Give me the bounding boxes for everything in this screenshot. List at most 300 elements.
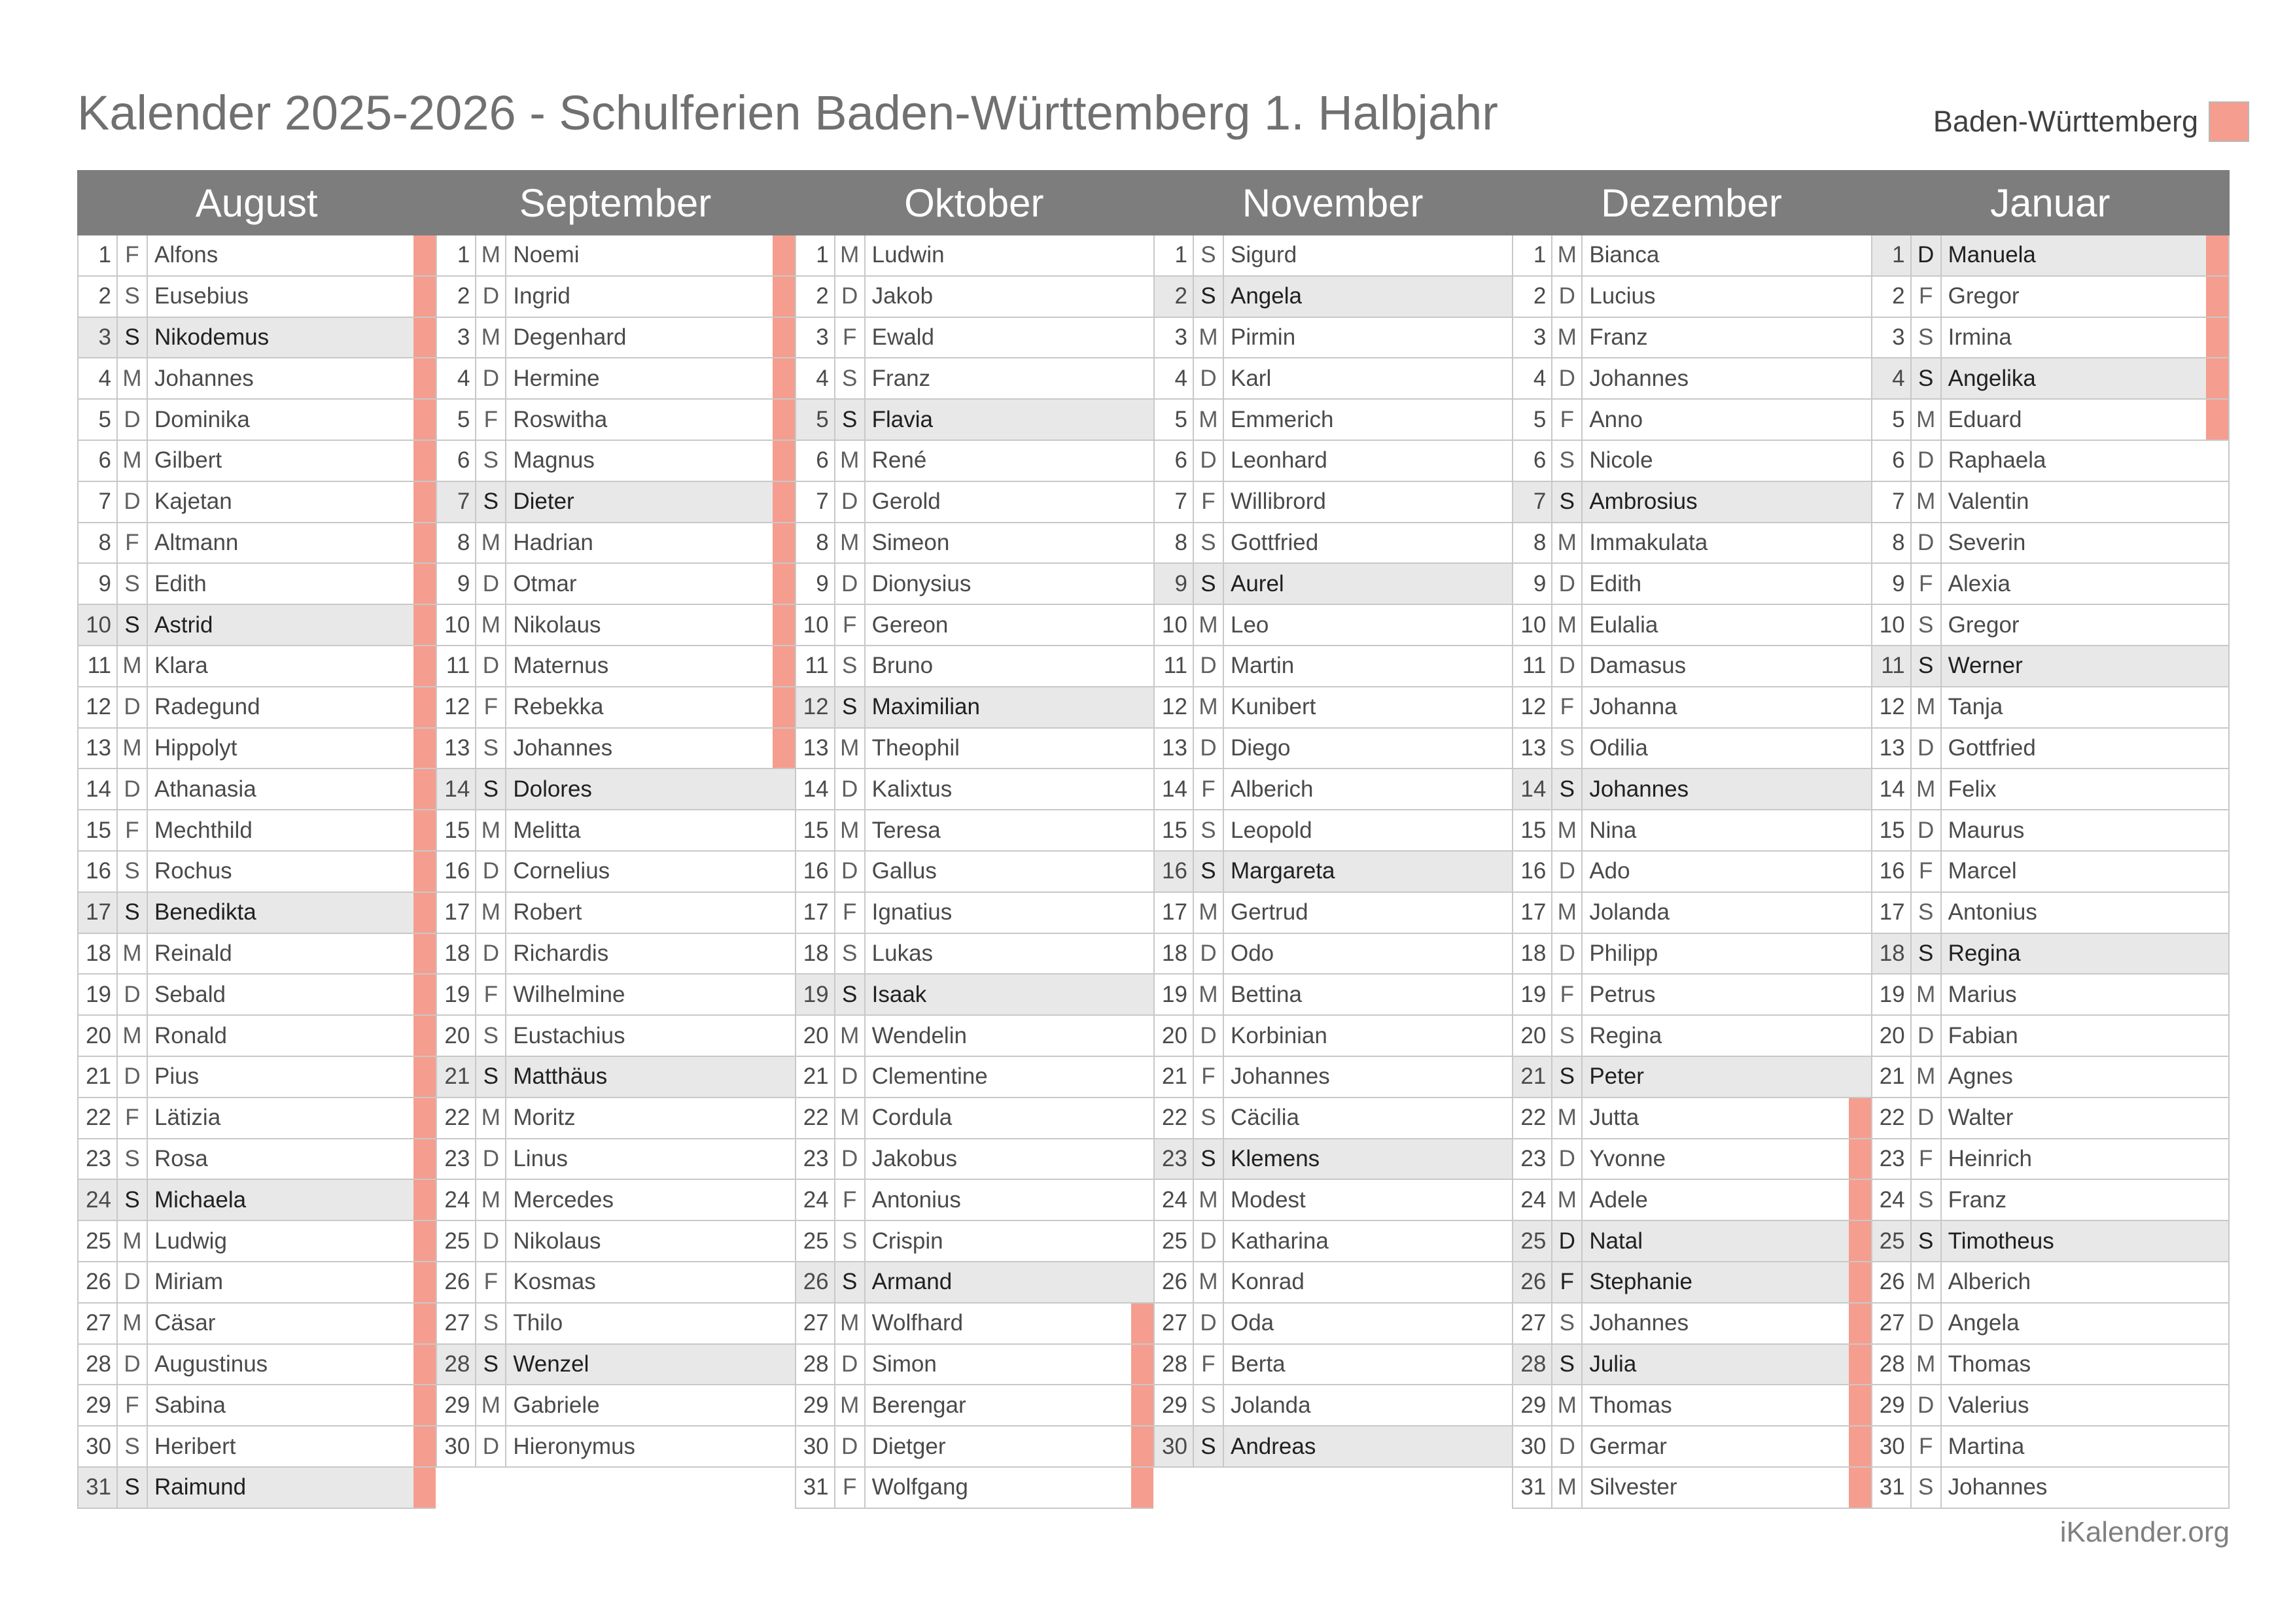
weekday-letter: F (1552, 975, 1583, 1014)
name-day: Peter (1589, 1063, 1644, 1090)
day-number: 27 (1513, 1304, 1552, 1343)
day-row (1871, 1139, 2230, 1181)
name-day: Yvonne (1589, 1145, 1666, 1171)
name-day: Timotheus (1948, 1228, 2054, 1254)
day-number: 11 (796, 646, 835, 686)
name-day: Nicole (1589, 447, 1653, 474)
name-day: Bettina (1230, 981, 1302, 1007)
day-number: 22 (1872, 1098, 1912, 1138)
weekday-letter: D (1552, 646, 1583, 686)
day-number: 8 (1872, 523, 1912, 563)
day-row (795, 400, 1153, 441)
name-day: Edith (154, 570, 207, 596)
day-number: 23 (1513, 1139, 1552, 1179)
name-day: Nikolaus (513, 1228, 601, 1254)
weekday-letter: D (118, 1262, 148, 1302)
holiday-marker (773, 810, 795, 850)
name-day: Adele (1589, 1186, 1648, 1213)
legend-label: Baden-Württemberg (1933, 105, 2198, 138)
month-column-september (436, 235, 794, 1509)
name-day: Johannes (1589, 365, 1689, 391)
name-day: Gallus (871, 858, 937, 884)
holiday-marker (1490, 1426, 1512, 1466)
day-number: 16 (437, 852, 476, 891)
day-number: 19 (437, 975, 476, 1014)
day-number: 22 (796, 1098, 835, 1138)
day-row (436, 852, 794, 893)
day-row (1512, 318, 1870, 359)
months-header (77, 170, 2230, 235)
name-day: Marius (1948, 981, 2017, 1007)
day-number: 28 (1155, 1345, 1194, 1385)
weekday-letter: D (476, 646, 506, 686)
name-day: Benedikta (154, 899, 256, 925)
holiday-marker (413, 852, 436, 891)
holiday-marker (1490, 1385, 1512, 1425)
name-day: Magnus (513, 447, 595, 474)
day-number: 23 (1872, 1139, 1912, 1179)
name-day: Silvester (1589, 1474, 1677, 1500)
day-row (1871, 852, 2230, 893)
day-row (436, 1098, 794, 1139)
holiday-marker (1490, 1262, 1512, 1302)
day-row (1153, 1098, 1512, 1139)
name-day: Nikodemus (154, 324, 270, 350)
weekday-letter: M (1912, 1057, 1942, 1097)
name-day: Ronald (154, 1022, 227, 1048)
day-number: 9 (796, 564, 835, 604)
weekday-letter: M (1552, 605, 1583, 645)
day-number: 26 (1513, 1262, 1552, 1302)
day-row (77, 769, 436, 810)
day-number: 20 (79, 1016, 118, 1056)
day-number: 10 (1155, 605, 1194, 645)
holiday-marker (413, 1139, 436, 1179)
day-number: 26 (796, 1262, 835, 1302)
day-number: 4 (796, 358, 835, 398)
name-day: Regina (1948, 940, 2021, 966)
weekday-letter: D (1552, 934, 1583, 974)
weekday-letter: M (476, 1180, 506, 1220)
holiday-marker (773, 1426, 795, 1466)
day-row (77, 852, 436, 893)
day-row (1871, 1016, 2230, 1057)
holiday-marker (1131, 1468, 1153, 1508)
name-day: Jakobus (871, 1145, 958, 1171)
day-row (1512, 934, 1870, 975)
weekday-letter: D (835, 1139, 866, 1179)
day-number: 22 (1513, 1098, 1552, 1138)
weekday-letter: M (1552, 235, 1583, 275)
weekday-letter: S (1194, 810, 1224, 850)
name-day: Lucius (1589, 283, 1656, 309)
day-row (1153, 1345, 1512, 1386)
day-number: 22 (1155, 1098, 1194, 1138)
weekday-letter: S (835, 1262, 866, 1302)
day-number: 12 (796, 687, 835, 727)
holiday-marker (2206, 1180, 2228, 1220)
day-number: 7 (1872, 482, 1912, 522)
day-row (1153, 482, 1512, 523)
day-row (1871, 318, 2230, 359)
day-row (795, 1345, 1153, 1386)
holiday-marker (1131, 646, 1153, 686)
weekday-letter: M (476, 1385, 506, 1425)
holiday-marker (413, 1304, 436, 1343)
holiday-marker (1131, 1180, 1153, 1220)
day-number: 18 (437, 934, 476, 974)
weekday-letter: D (118, 400, 148, 440)
day-row (795, 523, 1153, 564)
weekday-letter: D (835, 852, 866, 891)
day-number: 20 (437, 1016, 476, 1056)
name-day: Melitta (513, 817, 581, 843)
month-header-november: November (1242, 181, 1424, 225)
day-number: 17 (1513, 893, 1552, 933)
weekday-letter: F (476, 400, 506, 440)
holiday-marker (2206, 646, 2228, 686)
day-number: 30 (1155, 1426, 1194, 1466)
day-number: 25 (1155, 1221, 1194, 1261)
day-number: 23 (796, 1139, 835, 1179)
day-number: 24 (1155, 1180, 1194, 1220)
day-row (795, 1304, 1153, 1345)
holiday-marker (1849, 1221, 1871, 1261)
name-day: Immakulata (1589, 529, 1708, 555)
holiday-marker (1849, 277, 1871, 317)
weekday-letter: M (1912, 769, 1942, 809)
name-day: Ludwig (154, 1228, 227, 1254)
weekday-letter: F (1552, 400, 1583, 440)
holiday-marker (1849, 523, 1871, 563)
day-number: 24 (79, 1180, 118, 1220)
day-number: 1 (796, 235, 835, 275)
weekday-letter: D (118, 482, 148, 522)
day-number: 28 (1513, 1345, 1552, 1385)
name-day: Ludwin (871, 242, 945, 268)
day-row (1871, 1468, 2230, 1509)
day-row (1153, 810, 1512, 852)
name-day: Sebald (154, 981, 226, 1007)
holiday-marker (413, 646, 436, 686)
weekday-letter: D (835, 277, 866, 317)
day-number: 15 (1872, 810, 1912, 850)
weekday-letter: D (476, 1426, 506, 1466)
day-number: 4 (1155, 358, 1194, 398)
weekday-letter: S (1194, 564, 1224, 604)
holiday-marker (413, 1057, 436, 1097)
day-number: 4 (1872, 358, 1912, 398)
holiday-marker (413, 235, 436, 275)
weekday-letter: S (118, 1426, 148, 1466)
weekday-letter: S (1552, 1345, 1583, 1385)
name-day: Heinrich (1948, 1145, 2033, 1171)
day-number: 24 (437, 1180, 476, 1220)
day-row (436, 441, 794, 482)
day-number: 14 (437, 769, 476, 809)
day-number: 11 (437, 646, 476, 686)
holiday-marker (1849, 975, 1871, 1014)
weekday-letter: F (1552, 1262, 1583, 1302)
name-day: Gereon (871, 612, 949, 638)
day-number: 23 (1155, 1139, 1194, 1179)
holiday-marker (413, 482, 436, 522)
name-day: Moritz (513, 1105, 576, 1131)
day-number: 10 (1513, 605, 1552, 645)
holiday-marker (1490, 1098, 1512, 1138)
day-row (795, 893, 1153, 934)
day-row (77, 1468, 436, 1509)
weekday-letter: D (835, 1057, 866, 1097)
day-row (1871, 441, 2230, 482)
weekday-letter: S (118, 277, 148, 317)
holiday-marker (2206, 1057, 2228, 1097)
day-number: 29 (1155, 1385, 1194, 1425)
day-row (1153, 1057, 1512, 1098)
name-day: Damasus (1589, 653, 1687, 679)
day-row (1153, 605, 1512, 646)
name-day: Leonhard (1230, 447, 1327, 474)
day-row (1871, 1180, 2230, 1221)
holiday-marker (1490, 975, 1512, 1014)
day-number: 7 (796, 482, 835, 522)
weekday-letter: D (476, 1221, 506, 1261)
name-day: Leo (1230, 612, 1269, 638)
day-number: 27 (437, 1304, 476, 1343)
name-day: Roswitha (513, 406, 608, 432)
weekday-letter: F (835, 318, 866, 358)
holiday-marker (1490, 1304, 1512, 1343)
day-row (77, 687, 436, 729)
weekday-letter: D (476, 358, 506, 398)
weekday-letter: D (1552, 1221, 1583, 1261)
weekday-letter: M (835, 1385, 866, 1425)
name-day: Robert (513, 899, 582, 925)
name-day: Werner (1948, 653, 2023, 679)
holiday-marker (2206, 934, 2228, 974)
name-day: Modest (1230, 1186, 1306, 1213)
name-day: Willibrord (1230, 489, 1326, 515)
weekday-letter: F (1912, 852, 1942, 891)
name-day: Hermine (513, 365, 600, 391)
weekday-letter: F (1194, 1057, 1224, 1097)
day-number: 3 (437, 318, 476, 358)
holiday-marker (1849, 687, 1871, 727)
holiday-marker (1490, 277, 1512, 317)
weekday-letter: M (1912, 975, 1942, 1014)
weekday-letter: S (835, 1221, 866, 1261)
day-row (436, 1180, 794, 1221)
weekday-letter: D (1912, 441, 1942, 481)
day-row (1871, 1098, 2230, 1139)
day-number: 28 (79, 1345, 118, 1385)
day-row (1512, 1262, 1870, 1304)
name-day: Thomas (1589, 1392, 1672, 1418)
holiday-marker (413, 1262, 436, 1302)
weekday-letter: F (835, 893, 866, 933)
weekday-letter: F (476, 687, 506, 727)
day-number: 1 (1155, 235, 1194, 275)
weekday-letter: F (1194, 482, 1224, 522)
weekday-letter: D (476, 852, 506, 891)
day-row (1153, 1180, 1512, 1221)
name-day: Maurus (1948, 817, 2025, 843)
holiday-marker (2206, 1262, 2228, 1302)
holiday-marker (413, 1098, 436, 1138)
name-day: Johannes (1589, 776, 1689, 802)
day-row (1871, 975, 2230, 1016)
day-number: 7 (1513, 482, 1552, 522)
day-number: 30 (437, 1426, 476, 1466)
name-day: Crispin (871, 1228, 943, 1254)
day-number: 27 (796, 1304, 835, 1343)
holiday-marker (773, 769, 795, 809)
day-number: 6 (1155, 441, 1194, 481)
name-day: Jolanda (1230, 1392, 1311, 1418)
day-row (436, 523, 794, 564)
weekday-letter: D (1194, 729, 1224, 769)
name-day: Sabina (154, 1392, 226, 1418)
holiday-marker (1490, 934, 1512, 974)
holiday-marker (2206, 1426, 2228, 1466)
day-number: 30 (796, 1426, 835, 1466)
day-row (1153, 523, 1512, 564)
day-row (1153, 934, 1512, 975)
holiday-marker (773, 482, 795, 522)
holiday-marker (1490, 729, 1512, 769)
weekday-letter: M (835, 1016, 866, 1056)
name-day: Antonius (1948, 899, 2037, 925)
name-day: Konrad (1230, 1269, 1305, 1295)
day-number: 25 (437, 1221, 476, 1261)
holiday-marker (1849, 1304, 1871, 1343)
month-header-august: August (195, 181, 318, 225)
name-day: Valentin (1948, 489, 2029, 515)
day-row (795, 1385, 1153, 1426)
holiday-marker (773, 1139, 795, 1179)
holiday-marker (1131, 1345, 1153, 1385)
weekday-letter: F (118, 810, 148, 850)
weekday-letter: D (1912, 1385, 1942, 1425)
holiday-marker (1490, 441, 1512, 481)
holiday-marker (773, 687, 795, 727)
name-day: Augustinus (154, 1351, 268, 1377)
name-day: Alfons (154, 242, 219, 268)
day-row (77, 564, 436, 605)
weekday-letter: M (118, 441, 148, 481)
name-day: Johanna (1589, 694, 1677, 720)
day-row (436, 1139, 794, 1181)
holiday-marker (773, 564, 795, 604)
name-day: Gilbert (154, 447, 222, 474)
day-number: 28 (437, 1345, 476, 1385)
day-row (795, 1180, 1153, 1221)
weekday-letter: S (476, 441, 506, 481)
day-row (77, 729, 436, 770)
name-day: Teresa (871, 817, 941, 843)
day-row (436, 318, 794, 359)
name-day: Karl (1230, 365, 1272, 391)
day-row (1153, 1139, 1512, 1181)
holiday-marker (1490, 1180, 1512, 1220)
holiday-marker (1490, 482, 1512, 522)
name-day: René (871, 447, 927, 474)
weekday-letter: S (1194, 1426, 1224, 1466)
weekday-letter: M (118, 646, 148, 686)
name-day: Johannes (1948, 1474, 2048, 1500)
day-number: 19 (79, 975, 118, 1014)
weekday-letter: D (1552, 564, 1583, 604)
name-day: Philipp (1589, 940, 1658, 966)
day-row (77, 1304, 436, 1345)
holiday-marker (1131, 318, 1153, 358)
day-number: 25 (796, 1221, 835, 1261)
holiday-marker (2206, 687, 2228, 727)
weekday-letter: M (835, 523, 866, 563)
day-number: 8 (437, 523, 476, 563)
weekday-letter: M (476, 235, 506, 275)
name-day: Berta (1230, 1351, 1286, 1377)
day-number: 17 (1872, 893, 1912, 933)
month-column-august (77, 235, 436, 1509)
name-day: Flavia (871, 406, 934, 432)
day-number: 29 (437, 1385, 476, 1425)
weekday-letter: M (835, 1304, 866, 1343)
day-number: 27 (79, 1304, 118, 1343)
day-row (1512, 687, 1870, 729)
weekday-letter: M (476, 893, 506, 933)
name-day: Rebekka (513, 694, 604, 720)
name-day: Wilhelmine (513, 981, 625, 1007)
day-row (795, 1468, 1153, 1509)
holiday-marker (1849, 358, 1871, 398)
day-number: 5 (79, 400, 118, 440)
day-number: 24 (796, 1180, 835, 1220)
holiday-marker (413, 893, 436, 933)
holiday-marker (413, 975, 436, 1014)
holiday-marker (1131, 1016, 1153, 1056)
day-number: 9 (1872, 564, 1912, 604)
weekday-letter: S (1552, 1016, 1583, 1056)
day-number: 14 (79, 769, 118, 809)
holiday-marker (2206, 523, 2228, 563)
holiday-marker (1131, 564, 1153, 604)
weekday-letter: D (1912, 1016, 1942, 1056)
day-row (795, 1262, 1153, 1304)
day-number: 31 (796, 1468, 835, 1508)
holiday-marker (2206, 1468, 2228, 1508)
name-day: Gottfried (1948, 734, 2036, 761)
day-row (795, 810, 1153, 852)
holiday-marker (773, 934, 795, 974)
name-day: Thomas (1948, 1351, 2031, 1377)
day-number: 3 (1513, 318, 1552, 358)
day-row (795, 318, 1153, 359)
day-number: 10 (437, 605, 476, 645)
day-number: 5 (1513, 400, 1552, 440)
day-row (1871, 482, 2230, 523)
weekday-letter: S (1552, 1304, 1583, 1343)
holiday-marker (2206, 235, 2228, 275)
weekday-letter: M (1552, 810, 1583, 850)
day-row (1871, 687, 2230, 729)
month-header-januar: Januar (1990, 181, 2111, 225)
day-row (1871, 358, 2230, 400)
weekday-letter: M (1552, 318, 1583, 358)
day-row (77, 482, 436, 523)
name-day: Athanasia (154, 776, 256, 802)
day-row (1871, 400, 2230, 441)
